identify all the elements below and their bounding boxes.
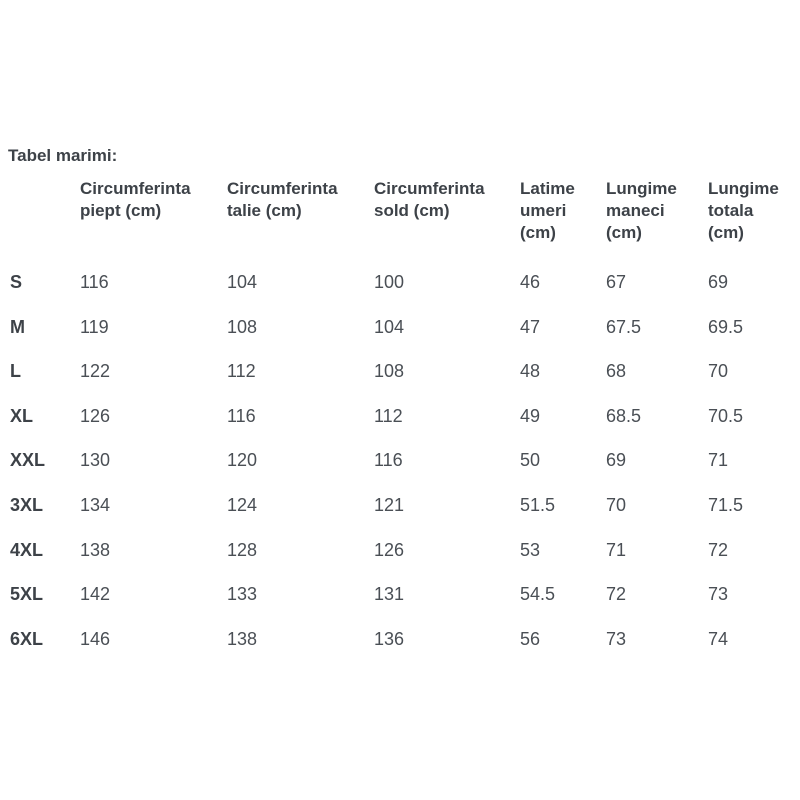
cell-hip: 112 xyxy=(374,405,403,426)
cell-shoulder-width: 54.5 xyxy=(520,584,556,605)
cell-shoulder-width: 46 xyxy=(520,272,541,292)
cell-sleeve-length: 72 xyxy=(606,584,627,605)
table-row xyxy=(10,528,800,573)
cell-shoulder-width: 48 xyxy=(520,361,541,382)
table-title: Tabel marimi: xyxy=(8,146,118,165)
cell-sleeve-length: 67.5 xyxy=(606,316,642,337)
cell-size: S xyxy=(10,272,23,292)
cell-total-length: 69.5 xyxy=(708,316,744,337)
cell-chest: 146 xyxy=(80,628,111,649)
cell-waist: 124 xyxy=(227,494,258,515)
cell-size: 6XL xyxy=(10,628,44,649)
table-row xyxy=(10,572,800,617)
table-row xyxy=(10,260,800,305)
cell-waist: 108 xyxy=(227,316,258,337)
cell-waist: 128 xyxy=(227,539,258,560)
header-shoulder-width: Latime umeri (cm) xyxy=(520,179,575,242)
cell-total-length: 70.5 xyxy=(708,405,744,426)
cell-sleeve-length: 69 xyxy=(606,450,627,471)
cell-sleeve-length: 67 xyxy=(606,272,627,292)
cell-size: XL xyxy=(10,405,34,426)
cell-shoulder-width: 56 xyxy=(520,628,541,649)
cell-chest: 126 xyxy=(80,405,111,426)
cell-chest: 116 xyxy=(80,272,109,292)
cell-sleeve-length: 70 xyxy=(606,494,627,515)
cell-sleeve-length: 73 xyxy=(606,628,627,649)
cell-hip: 131 xyxy=(374,584,405,605)
cell-sleeve-length: 68.5 xyxy=(606,405,642,426)
cell-hip: 104 xyxy=(374,316,405,337)
cell-total-length: 71.5 xyxy=(708,494,744,515)
cell-total-length: 70 xyxy=(708,361,729,382)
header-total-length: Lungime totala (cm) xyxy=(708,179,779,242)
header-waist: Circumferinta talie (cm) xyxy=(227,179,338,220)
header-chest: Circumferinta piept (cm) xyxy=(80,179,191,220)
table-row xyxy=(10,305,800,350)
cell-shoulder-width: 50 xyxy=(520,450,541,471)
cell-chest: 142 xyxy=(80,584,111,605)
table-row xyxy=(10,349,800,394)
cell-chest: 134 xyxy=(80,494,111,515)
cell-size: 5XL xyxy=(10,584,44,605)
cell-total-length: 73 xyxy=(708,584,729,605)
cell-size: 3XL xyxy=(10,494,44,515)
cell-chest: 122 xyxy=(80,361,111,382)
table-row xyxy=(10,438,800,483)
cell-shoulder-width: 49 xyxy=(520,405,541,426)
table-header-row xyxy=(10,176,800,260)
cell-waist: 133 xyxy=(227,584,258,605)
cell-size: L xyxy=(10,361,21,382)
cell-waist: 120 xyxy=(227,450,258,471)
cell-shoulder-width: 47 xyxy=(520,316,541,337)
cell-waist: 138 xyxy=(227,628,258,649)
cell-hip: 108 xyxy=(374,361,405,382)
cell-sleeve-length: 71 xyxy=(606,539,627,560)
cell-waist: 116 xyxy=(227,405,256,426)
header-hip: Circumferinta sold (cm) xyxy=(374,179,485,220)
cell-hip: 100 xyxy=(374,272,405,292)
cell-total-length: 69 xyxy=(708,272,729,292)
cell-chest: 130 xyxy=(80,450,111,471)
cell-shoulder-width: 53 xyxy=(520,539,541,560)
cell-total-length: 72 xyxy=(708,539,729,560)
cell-sleeve-length: 68 xyxy=(606,361,627,382)
table-body xyxy=(10,260,800,661)
table-row xyxy=(10,483,800,528)
table-row xyxy=(10,617,800,662)
cell-chest: 138 xyxy=(80,539,111,560)
cell-size: XXL xyxy=(10,450,46,471)
cell-total-length: 71 xyxy=(708,450,729,471)
cell-total-length: 74 xyxy=(708,628,729,649)
cell-size: M xyxy=(10,316,25,337)
cell-waist: 112 xyxy=(227,361,256,382)
cell-chest: 119 xyxy=(80,316,109,337)
cell-hip: 121 xyxy=(374,494,405,515)
header-sleeve-length: Lungime maneci (cm) xyxy=(606,179,677,242)
cell-hip: 136 xyxy=(374,628,405,649)
cell-waist: 104 xyxy=(227,272,258,292)
cell-hip: 116 xyxy=(374,450,403,471)
table-row xyxy=(10,394,800,439)
cell-shoulder-width: 51.5 xyxy=(520,494,556,515)
cell-hip: 126 xyxy=(374,539,405,560)
header-size xyxy=(10,176,80,260)
size-table xyxy=(10,176,800,661)
cell-size: 4XL xyxy=(10,539,44,560)
